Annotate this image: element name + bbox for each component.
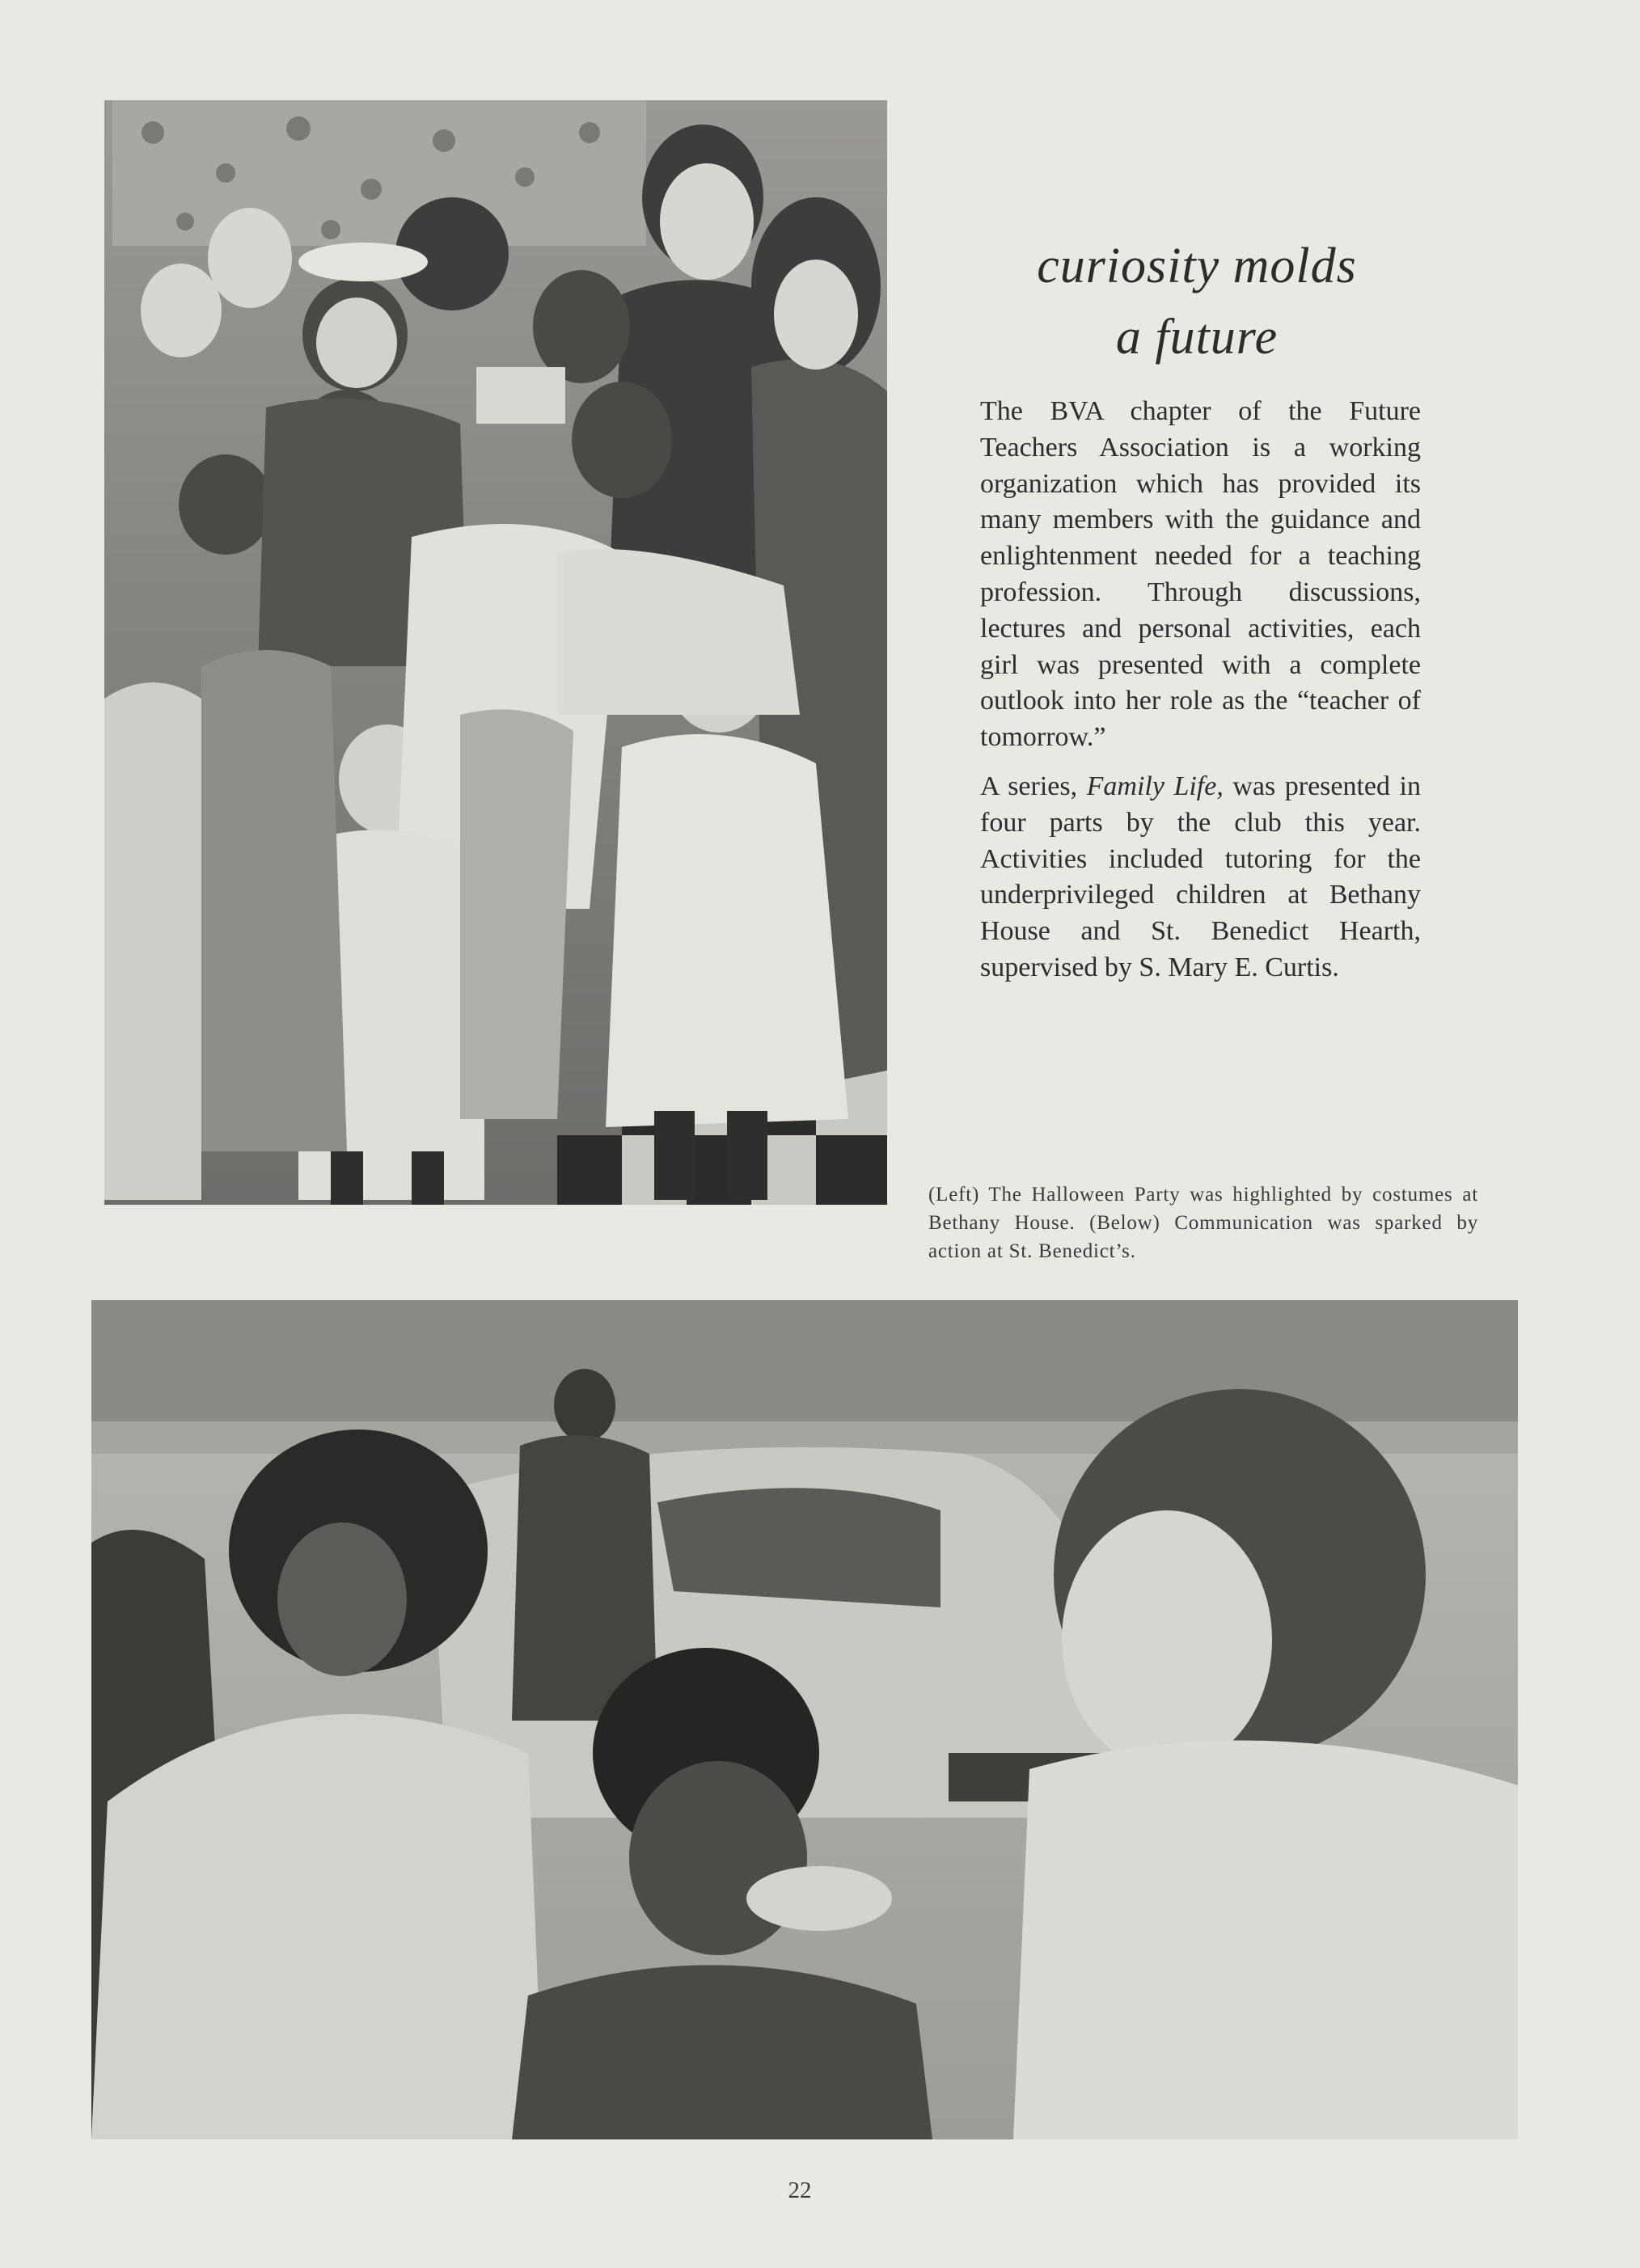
paragraph-2-series-title: Family Life, xyxy=(1086,771,1224,801)
outdoor-communication-photo-image xyxy=(91,1300,1518,2139)
paragraph-2-end: was presented in four parts by the club this year. Activities included tutoring for the underprivileged children at Bethany House and St. Benedict Hearth, supervised by S. Mary E. Curtis. xyxy=(980,771,1421,982)
page-number: 22 xyxy=(788,2177,812,2203)
title-line-2: a future xyxy=(1115,310,1279,365)
paragraph-2-start: A series, xyxy=(980,771,1087,801)
outdoor-communication-photo xyxy=(91,1300,1518,2139)
paragraph-1: The BVA chapter of the Future Teachers Association is a working organization which has provided its many members with the guidance and enlightenment needed for a teaching profession. Through discussions, lectures and personal activities, each girl was presented with a complete outlook into her role as the “teacher of tomorrow.” xyxy=(980,396,1421,753)
halloween-party-photo-image xyxy=(104,100,887,1205)
halloween-party-photo xyxy=(104,100,887,1205)
paragraph-2 xyxy=(980,769,1421,986)
article-title xyxy=(938,230,1456,373)
article-body xyxy=(980,394,1421,999)
photo-caption: (Left) The Halloween Party was highlighted by costumes at Bethany House. (Below) Communication was sparked by action at St. Benedict’s. xyxy=(928,1184,1478,1262)
title-line-1: curiosity molds xyxy=(1037,239,1357,294)
